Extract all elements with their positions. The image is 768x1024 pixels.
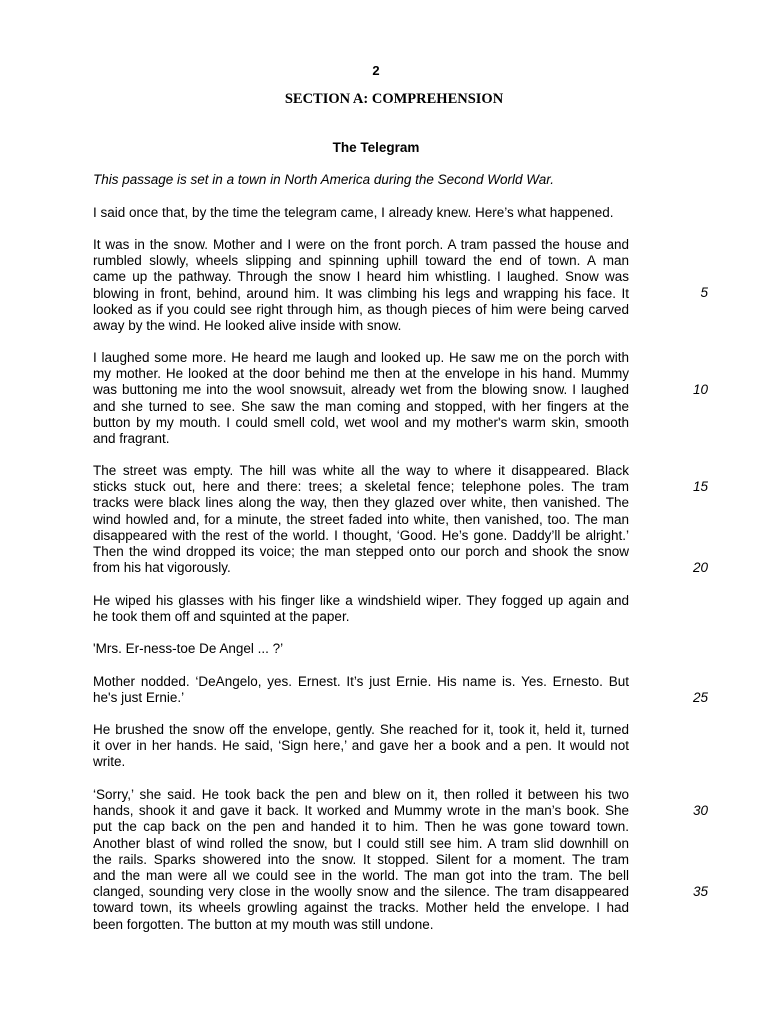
line-marker-15: 15	[692, 479, 708, 494]
paragraph-6	[93, 641, 629, 657]
paragraph-line: I said once that, by the time the telegram came, I already knew. Here’s what happened.	[93, 205, 614, 220]
line-marker-35: 35	[692, 884, 708, 899]
paragraph-line: Another blast of wind rolled the snow, but I could still see him. A tram slid downhill on	[93, 835, 629, 851]
line-marker-30: 30	[692, 803, 708, 818]
paragraph-line: he's just Ernie.’	[93, 690, 185, 706]
paragraph-line: came up the pathway. Through the snow I heard him whistling. I laughed. Snow was	[93, 269, 629, 285]
paragraph-line: It was in the snow. Mother and I were on the front porch. A tram passed the house and	[93, 237, 629, 252]
paragraph-line: He brushed the snow off the envelope, gently. She reached for it, took it, held it, turned	[93, 722, 629, 737]
paragraph-9	[93, 787, 629, 933]
passage-intro: This passage is set in a town in North America during the Second World War.	[93, 172, 554, 187]
paragraph-line: Mother nodded. ‘DeAngelo, yes. Ernest. It’s just Ernie. His name is. Yes. Ernesto. But	[93, 674, 629, 689]
paragraph-line: rumbled slowly, wheels slipping and spinning uphill toward the end of town. A man	[93, 253, 629, 269]
line-marker-25: 25	[692, 690, 708, 705]
passage-title: The Telegram	[332, 140, 420, 155]
paragraph-line: Then the wind dropped its voice; the man stepped onto our porch and shook the snow	[93, 544, 629, 560]
paragraph-line: toward town, its wheels growling against the tracks. Mother held the envelope. I had	[93, 900, 629, 916]
line-marker-5: 5	[700, 285, 708, 300]
paragraph-line: the rails. Sparks showered into the snow. It stopped. Silent for a moment. The tram	[93, 851, 629, 867]
paragraph-line: and she turned to see. She saw the man coming and stopped, with her fingers at the	[93, 398, 629, 414]
paragraph-line: and the man were all we could see in the world. The man got into the tram. The bell	[93, 868, 629, 884]
paragraph-line: disappeared with the rest of the world. I thought, ‘Good. He’s gone. Daddy’ll be alright.’	[93, 527, 629, 543]
paragraph-8	[93, 722, 629, 771]
section-heading: SECTION A: COMPREHENSION	[284, 91, 504, 107]
paragraph-line: ‘Sorry,’ she said. He took back the pen and blew on it, then rolled it between his two	[93, 787, 629, 802]
paragraph-line: blowing in front, behind, around him. It was climbing his legs and wrapping his face. It	[93, 285, 629, 301]
paragraph-line: wind howled and, for a minute, the street faded into white, then vanished, too. The man	[93, 511, 629, 527]
paragraph-line: 'Mrs. Er-ness-toe De Angel ... ?’	[93, 641, 284, 656]
paragraph-line: looked as if you could see right through him, as though pieces of him were being carved	[93, 301, 629, 317]
page-number: 2	[372, 63, 380, 78]
paragraph-line: and fragrant.	[93, 431, 170, 447]
paragraph-7	[93, 674, 629, 706]
paragraph-4	[93, 463, 629, 576]
paragraph-line: The street was empty. The hill was white all the way to where it disappeared. Black	[93, 463, 629, 478]
paragraph-2	[93, 237, 629, 334]
paragraph-line: was buttoning me into the wool snowsuit, already wet from the blowing snow. I laughed	[93, 382, 629, 398]
paragraph-line: hands, shook it and gave it back. It worked and Mummy wrote in the man’s book. She	[93, 803, 629, 819]
paragraph-line: sticks stuck out, here and there: trees; a skeletal fence; telephone poles. The tram	[93, 479, 629, 495]
paragraph-line: away by the wind. He looked alive inside with snow.	[93, 318, 402, 334]
paragraph-line: my mother. He looked at the door behind me then at the envelope in his hand. Mummy	[93, 366, 629, 382]
paragraph-3	[93, 350, 629, 447]
paragraph-line: I laughed some more. He heard me laugh and looked up. He saw me on the porch with	[93, 350, 629, 365]
paragraph-line: put the cap back on the pen and handed it to him. Then he was gone toward town.	[93, 819, 629, 835]
paragraph-line: been forgotten. The button at my mouth was still undone.	[93, 916, 434, 932]
line-marker-20: 20	[692, 560, 708, 575]
paragraph-1	[93, 205, 629, 221]
line-marker-10: 10	[692, 382, 708, 397]
paragraph-line: he took them off and squinted at the paper.	[93, 609, 350, 625]
paragraph-line: button by my mouth. I could smell cold, wet wool and my mother's warm skin, smooth	[93, 414, 629, 430]
paragraph-line: He wiped his glasses with his finger like a windshield wiper. They fogged up again and	[93, 593, 629, 608]
paragraph-line: clanged, sounding very close in the woolly snow and the silence. The tram disappeared	[93, 884, 629, 900]
paragraph-5	[93, 593, 629, 625]
paragraph-line: tracks were black lines along the way, then they glazed over white, then vanished. The	[93, 495, 629, 511]
paragraph-line: write.	[93, 754, 126, 770]
paragraph-line: it over in her hands. He said, ‘Sign here,’ and gave her a book and a pen. It would not	[93, 738, 629, 754]
paragraph-line: from his hat vigorously.	[93, 560, 231, 576]
